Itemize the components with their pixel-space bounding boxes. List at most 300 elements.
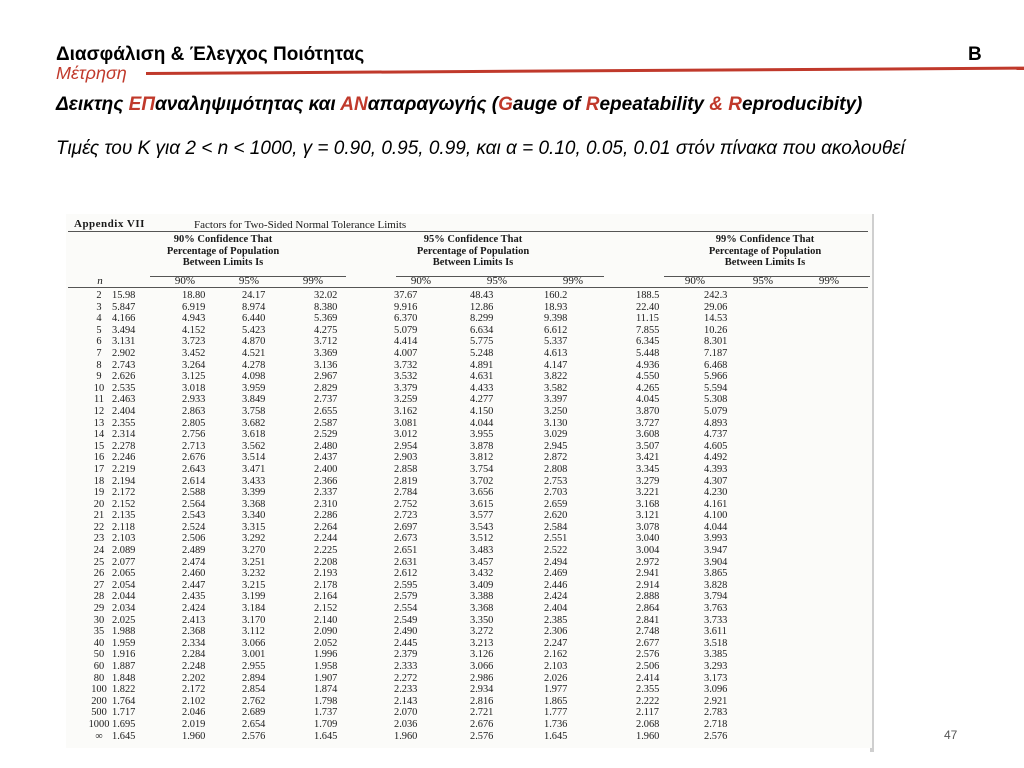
factor-cell: 4.147 [544,359,568,371]
factor-cell: 2.413 [182,614,206,626]
factor-cell: 4.230 [704,487,728,499]
factor-cell: 32.02 [314,290,338,301]
factor-cell: 3.168 [636,498,660,510]
table-row [86,731,770,743]
factor-cell: 4.870 [242,336,266,348]
factor-cell: 2.584 [544,521,568,533]
factor-cell: 3.259 [394,394,418,406]
pct-header-90-90: 90% [174,275,196,287]
table-row [86,499,770,511]
factor-cell: 5.448 [636,347,660,359]
factor-cell: 2.054 [112,579,136,591]
table-row [86,591,770,603]
table-row [86,302,770,314]
factor-cell: 10.26 [704,324,728,336]
factor-cell: 2.469 [544,568,568,580]
factor-cell: 1.798 [314,695,338,707]
factor-cell: 2.225 [314,545,338,557]
table-row [86,615,770,627]
factor-cell: 3.251 [242,556,266,568]
factor-cell: 5.248 [470,347,494,359]
factor-cell: 3.828 [704,579,728,591]
factor-cell: 4.393 [704,463,728,475]
factor-cell: 6.440 [242,313,266,325]
factor-cell: 2.135 [112,510,136,522]
row-n-cell: 23 [93,533,105,545]
factor-cell: 2.858 [394,463,418,475]
factor-cell: 3.399 [242,487,266,499]
factor-cell: 8.301 [704,336,728,348]
row-n-cell: 9 [96,371,102,383]
factor-cell: 2.676 [470,718,494,730]
factor-cell: 2.046 [182,707,206,719]
factor-cell: 1.848 [112,672,136,684]
factor-cell: 2.034 [112,603,136,615]
row-n-cell: 27 [93,579,105,591]
factor-cell: 3.615 [470,498,494,510]
row-n-cell: 14 [93,429,105,441]
row-n-cell: 60 [93,661,105,672]
factor-cell: 2.595 [394,579,418,591]
factor-cell: 2.677 [636,637,660,649]
factor-cell: 1.958 [314,661,338,672]
factor-cell: 2.404 [544,603,568,615]
factor-cell: 3.199 [242,591,266,603]
factor-cell: 2.404 [112,405,136,417]
factor-cell: 4.631 [470,371,494,383]
row-n-cell: 6 [96,336,102,348]
factor-cell: 3.452 [182,347,206,359]
factor-cell: 2.986 [470,672,494,684]
factor-cell: 4.307 [704,475,728,487]
factor-cell: 3.040 [636,533,660,545]
factor-cell: 24.17 [242,290,266,301]
factor-cell: 2.103 [544,661,568,672]
row-n-cell: 4 [96,313,102,325]
factor-cell: 2.026 [544,672,568,684]
row-n-cell: 17 [93,463,105,475]
factor-cell: 3.712 [314,336,338,348]
factor-cell: 2.152 [112,498,136,510]
factor-cell: 3.162 [394,405,418,417]
row-n-cell: 25 [93,556,105,568]
factor-cell: 1.960 [636,730,660,742]
row-n-cell: 11 [93,394,104,406]
factor-cell: 2.934 [470,684,494,696]
appendix-label: Appendix VII [74,218,145,230]
factor-cell: 2.143 [394,695,418,707]
factor-cell: 1.645 [544,730,568,742]
factor-cell: 2.753 [544,475,568,487]
factor-cell: 3.388 [470,591,494,603]
factor-cell: 2.723 [394,510,418,522]
factor-cell: 2.333 [394,661,418,672]
pct-header-90-95: 95% [238,275,260,287]
factor-cell: 4.098 [242,371,266,383]
factor-cell: 4.277 [470,394,494,406]
factor-cell: 3.130 [544,417,568,429]
row-n-cell: 500 [91,707,107,719]
factor-cell: 2.246 [112,452,136,464]
factor-cell: 3.369 [314,347,338,359]
factor-cell: 2.933 [182,394,206,406]
factor-cell: 3.682 [242,417,266,429]
factor-cell: 2.102 [182,695,206,707]
factor-cell: 2.424 [544,591,568,603]
table-row [86,371,770,383]
factor-cell: 3.754 [470,463,494,475]
factor-cell: 2.659 [544,498,568,510]
gauge-text-3: αναληψιμότητας και [154,94,341,115]
factor-cell: 2.721 [470,707,494,719]
factor-cell: 3.582 [544,382,568,394]
table-row [86,325,770,337]
factor-cell: 2.576 [636,649,660,661]
factor-cell: 2.480 [314,440,338,452]
factor-cell: 5.847 [112,301,136,313]
factor-cell: 3.350 [470,614,494,626]
factor-cell: 3.397 [544,394,568,406]
factor-cell: 1.916 [112,649,136,661]
table-row [86,568,770,580]
factor-cell: 2.314 [112,429,136,441]
factor-cell: 2.576 [470,730,494,742]
factor-cell: 2.945 [544,440,568,452]
factor-cell: 6.612 [544,324,568,336]
factor-cell: 3.758 [242,405,266,417]
factor-cell: 2.643 [182,463,206,475]
factor-cell: 3.471 [242,463,266,475]
factor-cell: 2.697 [394,521,418,533]
row-n-cell: 35 [93,626,105,638]
factor-cell: 2.178 [314,579,338,591]
factor-cell: 3.577 [470,510,494,522]
factor-cell: 2.676 [182,452,206,464]
factor-cell: 2.284 [182,649,206,661]
factor-cell: 3.292 [242,533,266,545]
factor-cell: 2.208 [314,556,338,568]
factor-cell: 3.112 [242,626,265,638]
factor-cell: 3.723 [182,336,206,348]
factor-cell: 3.385 [704,649,728,661]
slide-title: Διασφάλιση & Έλεγχος Ποιότητας [56,44,365,65]
factor-cell: 2.651 [394,545,418,557]
factor-cell: 2.355 [112,417,136,429]
factor-cell: 4.414 [394,336,418,348]
group-header-95: 95% Confidence That Percentage of Population Between Limits Is [416,234,530,268]
factor-cell: 2.819 [394,475,418,487]
factor-cell: 2.914 [636,579,660,591]
table-row [86,452,770,464]
factor-cell: 1.960 [394,730,418,742]
factor-cell: 2.756 [182,429,206,441]
factor-cell: 4.737 [704,429,728,441]
factor-cell: 6.370 [394,313,418,325]
factor-cell: 2.152 [314,603,338,615]
factor-cell: 2.103 [112,533,136,545]
table-row [86,533,770,545]
factor-cell: 2.888 [636,591,660,603]
row-n-cell: 28 [93,591,105,603]
row-n-cell: 16 [93,452,105,464]
factor-cell: 3.001 [242,649,266,661]
factor-cell: 2.306 [544,626,568,638]
factor-cell: 2.535 [112,382,136,394]
factor-cell: 2.506 [182,533,206,545]
factor-cell: 2.337 [314,487,338,499]
factor-cell: 4.550 [636,371,660,383]
factor-cell: 1.764 [112,695,136,707]
factor-cell: 3.849 [242,394,266,406]
row-n-cell: 15 [93,440,105,452]
factor-cell: 3.170 [242,614,266,626]
slide-section-letter: B [968,44,982,65]
factor-cell: 3.947 [704,545,728,557]
factor-cell: 5.775 [470,336,494,348]
factor-cell: 2.368 [182,626,206,638]
factor-cell: 2.564 [182,498,206,510]
factor-cell: 2.783 [704,707,728,719]
factor-cell: 3.232 [242,568,266,580]
factor-cell: 3.878 [470,440,494,452]
factor-cell: 2.829 [314,382,338,394]
factor-cell: 2.474 [182,556,206,568]
factor-cell: 1.822 [112,684,136,696]
factor-cell: 2.025 [112,614,136,626]
factor-cell: 48.43 [470,290,494,301]
factor-cell: 11.15 [636,313,659,325]
factor-cell: 2.385 [544,614,568,626]
n-column-header: n [97,275,103,287]
factor-cell: 2.044 [112,591,136,603]
gauge-heading [56,93,862,117]
factor-cell: 2.172 [182,684,206,696]
table-row [86,696,770,708]
factor-cell: 3.270 [242,545,266,557]
factor-cell: 6.345 [636,336,660,348]
factor-cell: 4.044 [470,417,494,429]
factor-cell: 3.812 [470,452,494,464]
factor-cell: 2.077 [112,556,136,568]
factor-cell: 2.036 [394,718,418,730]
table-row [86,510,770,522]
factor-cell: 3.507 [636,440,660,452]
factor-cell: 2.954 [394,440,418,452]
table-row [86,522,770,534]
factor-cell: 5.079 [394,324,418,336]
factor-cell: 4.278 [242,359,266,371]
factor-cell: 1.959 [112,637,136,649]
gauge-text-8: R [585,94,600,115]
factor-cell: 1.887 [112,661,136,672]
factor-cell: 2.424 [182,603,206,615]
gauge-text-5: απαραγωγής ( [367,94,499,115]
pct-header-90-99: 99% [302,275,324,287]
factor-cell: 1.737 [314,707,338,719]
row-n-cell: 19 [93,487,105,499]
factor-cell: 5.079 [704,405,728,417]
table-row [86,313,770,325]
factor-cell: 2.614 [182,475,206,487]
table-row [86,684,770,696]
description-text: Τιμές του Κ για 2 < n < 1000, γ = 0.90, 0.95, 0.99, και α = 0.10, 0.05, 0.01 στόν πίνακα που ακολουθεί [56,138,905,159]
row-n-cell: 8 [96,359,102,371]
factor-cell: 3.904 [704,556,728,568]
row-n-cell: 21 [93,510,105,522]
factor-cell: 3.221 [636,487,660,499]
tolerance-table-scan [66,214,872,748]
row-n-cell: 50 [93,649,105,661]
row-n-cell: 29 [93,603,105,615]
row-n-cell: 7 [96,347,102,359]
factor-cell: 2.587 [314,417,338,429]
factor-cell: 5.337 [544,336,568,348]
factor-cell: 2.019 [182,718,206,730]
table-row [86,661,770,673]
table-row [86,464,770,476]
factor-cell: 1.645 [314,730,338,742]
factor-cell: 3.264 [182,359,206,371]
factor-cell: 6.468 [704,359,728,371]
factor-cell: 242.3 [704,290,728,301]
factor-cell: 2.247 [544,637,568,649]
factor-cell: 2.193 [314,568,338,580]
factor-cell: 2.219 [112,463,136,475]
factor-cell: 2.355 [636,684,660,696]
factor-cell: 29.06 [704,301,728,313]
factor-cell: 3.066 [470,661,494,672]
factor-cell: 3.272 [470,626,494,638]
factor-cell: 2.233 [394,684,418,696]
group-header-90: 90% Confidence That Percentage of Population Between Limits Is [166,234,280,268]
table-row [86,638,770,650]
factor-cell: 3.611 [704,626,727,638]
factor-cell: 3.213 [470,637,494,649]
table-row [86,649,770,661]
table-header-rule [68,287,868,288]
factor-cell: 3.727 [636,417,660,429]
factor-cell: 2.902 [112,347,136,359]
factor-cell: 3.494 [112,324,136,336]
factor-cell: 8.380 [314,301,338,313]
factor-cell: 2.808 [544,463,568,475]
factor-cell: 3.656 [470,487,494,499]
factor-cell: 6.919 [182,301,206,313]
table-row [86,476,770,488]
factor-cell: 3.012 [394,429,418,441]
factor-cell: 3.066 [242,637,266,649]
factor-cell: 3.136 [314,359,338,371]
factor-cell: 3.293 [704,661,728,672]
factor-cell: 3.518 [704,637,728,649]
factor-cell: 3.379 [394,382,418,394]
factor-cell: 2.703 [544,487,568,499]
factor-cell: 2.117 [636,707,659,719]
factor-cell: 4.521 [242,347,266,359]
table-row [86,336,770,348]
row-n-cell: 1000 [88,718,110,730]
factor-cell: 2.805 [182,417,206,429]
factor-cell: 3.483 [470,545,494,557]
factor-cell: 2.278 [112,440,136,452]
factor-cell: 2.052 [314,637,338,649]
factor-cell: 7.855 [636,324,660,336]
table-row [86,394,770,406]
factor-cell: 3.763 [704,603,728,615]
factor-cell: 2.816 [470,695,494,707]
table-row [86,707,770,719]
factor-cell: 2.863 [182,405,206,417]
factor-cell: 2.162 [544,649,568,661]
gauge-text-12: R [728,94,743,115]
factor-cell: 2.631 [394,556,418,568]
gauge-text-13: eproducibity) [742,94,863,115]
factor-cell: 3.279 [636,475,660,487]
factor-cell: 2.554 [394,603,418,615]
table-row [86,719,770,731]
row-n-cell: 40 [93,637,105,649]
row-n-cell: 13 [93,417,105,429]
table-row [86,429,770,441]
factor-cell: 2.248 [182,661,206,672]
factor-cell: 2.140 [314,614,338,626]
row-n-cell: 18 [93,475,105,487]
factor-cell: 2.366 [314,475,338,487]
row-n-cell: 100 [91,684,107,696]
factor-cell: 37.67 [394,290,418,301]
factor-cell: 18.80 [182,290,206,301]
factor-cell: 3.250 [544,405,568,417]
factor-cell: 3.822 [544,371,568,383]
factor-cell: 3.512 [470,533,494,545]
factor-cell: 9.398 [544,313,568,325]
table-row [86,406,770,418]
factor-cell: 6.634 [470,324,494,336]
factor-cell: 2.310 [314,498,338,510]
gauge-text-1: Δεικτης [56,94,129,115]
factor-cell: 3.029 [544,429,568,441]
factor-cell: 5.594 [704,382,728,394]
factor-cell: 3.562 [242,440,266,452]
header-divider [146,67,1024,75]
row-n-cell: 3 [96,301,102,313]
factor-cell: 2.718 [704,718,728,730]
factor-cell: 2.903 [394,452,418,464]
pct-header-95-99: 99% [562,275,584,287]
factor-cell: 5.369 [314,313,338,325]
factor-cell: 3.184 [242,603,266,615]
factor-cell: 3.368 [242,498,266,510]
slide-subtitle: Μέτρηση [56,63,127,83]
factor-cell: 1.865 [544,695,568,707]
row-n-cell: 200 [91,695,107,707]
factor-cell: 4.936 [636,359,660,371]
factor-cell: 8.974 [242,301,266,313]
factor-cell: 4.265 [636,382,660,394]
factor-cell: 2.460 [182,568,206,580]
factor-cell: 2.524 [182,521,206,533]
factor-cell: 3.457 [470,556,494,568]
factor-cell: 2.494 [544,556,568,568]
table-row [86,580,770,592]
pct-header-95-90: 90% [410,275,432,287]
row-n-cell: 2 [96,290,102,301]
factor-cell: 3.732 [394,359,418,371]
factor-cell: 3.955 [470,429,494,441]
factor-cell: 2.941 [636,568,660,580]
factor-cell: 4.613 [544,347,568,359]
factor-cell: 4.605 [704,440,728,452]
